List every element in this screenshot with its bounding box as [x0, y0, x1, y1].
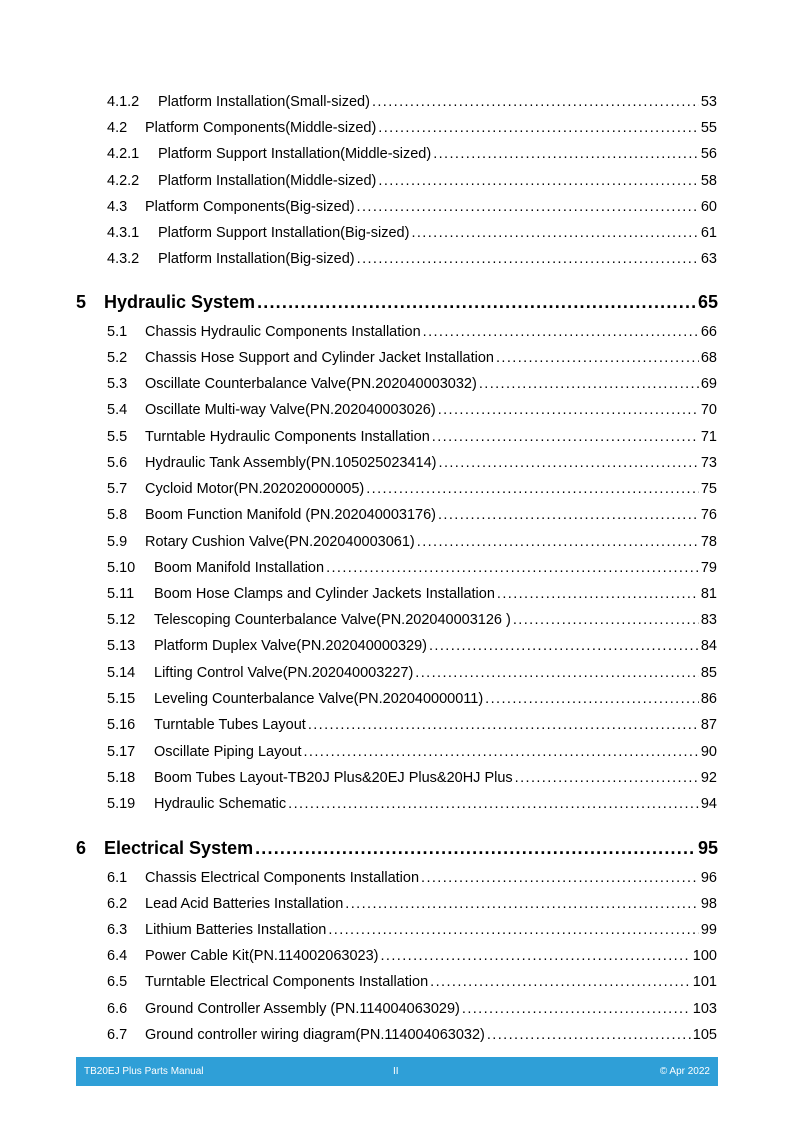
- toc-entry-number: 5.5: [107, 429, 128, 445]
- toc-entry-number: 5.7: [107, 481, 128, 497]
- toc-entry-page: 79: [700, 560, 717, 576]
- toc-entry-title: Lead Acid Batteries Installation: [145, 896, 344, 912]
- toc-entry-4-3-2[interactable]: [107, 251, 717, 267]
- toc-entry-page: 61: [700, 225, 717, 241]
- toc-entry-page: 98: [700, 896, 717, 912]
- toc-entry-4-3[interactable]: [107, 199, 717, 215]
- toc-leader-dots: [496, 350, 699, 366]
- toc-entry-6-2[interactable]: [107, 896, 717, 912]
- toc-leader-dots: [432, 429, 699, 445]
- toc-entry-number: 4.2.1: [107, 146, 140, 162]
- toc-entry-title: Boom Tubes Layout-TB20J Plus&20EJ Plus&20HJ Plus: [154, 770, 513, 786]
- toc-entry-5-8[interactable]: [107, 507, 717, 523]
- toc-entry-number: 6.1: [107, 870, 128, 886]
- toc-entry-title: Oscillate Counterbalance Valve(PN.202040003032): [145, 376, 477, 392]
- toc-chapter-title: Electrical System: [104, 838, 254, 858]
- toc-entry-page: 99: [700, 922, 717, 938]
- toc-entry-title: Platform Installation(Small-sized): [158, 94, 370, 110]
- toc-entry-4-2[interactable]: [107, 120, 717, 136]
- toc-leader-dots: [411, 225, 698, 241]
- toc-entry-page: 90: [700, 744, 717, 760]
- toc-chapter-title: Hydraulic System: [104, 292, 256, 312]
- toc-entry-number: 5.10: [107, 560, 136, 576]
- toc-entry-page: 73: [700, 455, 717, 471]
- toc-entry-title: Oscillate Piping Layout: [154, 744, 302, 760]
- toc-entry-page: 83: [700, 612, 717, 628]
- toc-entry-6-5[interactable]: [107, 974, 717, 990]
- toc-entry-number: 6.4: [107, 948, 128, 964]
- toc-entry-number: 6.7: [107, 1027, 128, 1043]
- toc-leader-dots: [429, 638, 699, 654]
- toc-entry-number: 5.14: [107, 665, 136, 681]
- toc-leader-dots: [288, 796, 699, 812]
- toc-entry-title: Chassis Hydraulic Components Installation: [145, 324, 421, 340]
- toc-entry-5-12[interactable]: [107, 612, 717, 628]
- toc-entry-title: Platform Installation(Big-sized): [158, 251, 355, 267]
- toc-leader-dots: [328, 922, 699, 938]
- toc-leader-dots: [423, 324, 699, 340]
- toc-entry-page: 76: [700, 507, 717, 523]
- toc-entry-number: 5.8: [107, 507, 128, 523]
- toc-entry-5-10[interactable]: [107, 560, 717, 576]
- toc-entry-5-6[interactable]: [107, 455, 717, 471]
- toc-entry-5-16[interactable]: [107, 717, 717, 733]
- toc-entry-title: Leveling Counterbalance Valve(PN.202040000011): [154, 691, 484, 707]
- toc-entry-5-19[interactable]: [107, 796, 717, 812]
- toc-leader-dots: [515, 770, 699, 786]
- toc-entry-title: Turntable Hydraulic Components Installation: [145, 429, 430, 445]
- toc-entry-page: 78: [700, 534, 717, 550]
- toc-leader-dots: [257, 292, 696, 313]
- toc-entry-number: 5.1: [107, 324, 128, 340]
- toc-entry-number: 5.6: [107, 455, 128, 471]
- toc-leader-dots: [415, 665, 699, 681]
- toc-entry-page: 68: [700, 350, 717, 366]
- toc-entry-page: 100: [692, 948, 717, 964]
- toc-leader-dots: [462, 1001, 691, 1017]
- toc-entry-5-18[interactable]: [107, 770, 717, 786]
- toc-leader-dots: [304, 744, 699, 760]
- toc-entry-number: 5.4: [107, 402, 128, 418]
- toc-entry-page: 86: [700, 691, 717, 707]
- toc-entry-page: 94: [700, 796, 717, 812]
- toc-entry-page: 53: [700, 94, 717, 110]
- toc-entry-title: Boom Function Manifold (PN.202040003176): [145, 507, 436, 523]
- toc-entry-page: 60: [700, 199, 717, 215]
- toc-entry-number: 5.3: [107, 376, 128, 392]
- toc-leader-dots: [438, 507, 699, 523]
- footer-page-number: II: [393, 1066, 399, 1077]
- toc-entry-6-6[interactable]: [107, 1001, 717, 1017]
- toc-leader-dots: [417, 534, 699, 550]
- toc-entry-number: 4.3.2: [107, 251, 140, 267]
- toc-entry-number: 4.2.2: [107, 173, 140, 189]
- footer-manual-title: TB20EJ Plus Parts Manual: [84, 1066, 204, 1077]
- toc-leader-dots: [433, 146, 699, 162]
- toc-leader-dots: [421, 870, 699, 886]
- toc-entry-5-13[interactable]: [107, 638, 717, 654]
- toc-leader-dots: [357, 199, 699, 215]
- toc-entry-5-3[interactable]: [107, 376, 717, 392]
- toc-entry-number: 6.6: [107, 1001, 128, 1017]
- toc-entry-5-5[interactable]: [107, 429, 717, 445]
- toc-leader-dots: [439, 455, 699, 471]
- toc-leader-dots: [513, 612, 699, 628]
- toc-leader-dots: [326, 560, 699, 576]
- toc-entry-5-14[interactable]: [107, 665, 717, 681]
- toc-entry-page: 84: [700, 638, 717, 654]
- toc-leader-dots: [378, 173, 698, 189]
- toc-entry-number: 4.3: [107, 199, 128, 215]
- toc-entry-title: Lifting Control Valve(PN.202040003227): [154, 665, 414, 681]
- toc-entry-page: 103: [692, 1001, 717, 1017]
- toc-entry-page: 85: [700, 665, 717, 681]
- toc-leader-dots: [430, 974, 691, 990]
- toc-entry-page: 58: [700, 173, 717, 189]
- toc-entry-title: Telescoping Counterbalance Valve(PN.202040003126 ): [154, 612, 511, 628]
- toc-entry-number: 6.3: [107, 922, 128, 938]
- toc-leader-dots: [479, 376, 699, 392]
- toc-entry-title: Turntable Tubes Layout: [154, 717, 306, 733]
- page-footer: [76, 1057, 718, 1086]
- toc-entry-page: 55: [700, 120, 717, 136]
- toc-leader-dots: [345, 896, 699, 912]
- toc-chapter-page: 65: [697, 292, 718, 312]
- toc-entry-title: Platform Components(Middle-sized): [145, 120, 377, 136]
- toc-entry-6-7[interactable]: [107, 1027, 717, 1043]
- toc-entry-title: Oscillate Multi-way Valve(PN.202040003026): [145, 402, 436, 418]
- toc-entry-title: Platform Support Installation(Middle-sized): [158, 146, 432, 162]
- toc-entry-4-2-2[interactable]: [107, 173, 717, 189]
- toc-entry-number: 4.1.2: [107, 94, 140, 110]
- toc-entry-title: Boom Hose Clamps and Cylinder Jackets Installation: [154, 586, 495, 602]
- toc-entry-page: 66: [700, 324, 717, 340]
- toc-entry-page: 56: [700, 146, 717, 162]
- toc-entry-5-4[interactable]: [107, 402, 717, 418]
- toc-entry-page: 92: [700, 770, 717, 786]
- toc-entry-6-3[interactable]: [107, 922, 717, 938]
- toc-chapter-number: 6: [76, 838, 87, 858]
- toc-entry-number: 6.5: [107, 974, 128, 990]
- toc-leader-dots: [438, 402, 699, 418]
- toc-leader-dots: [366, 481, 699, 497]
- toc-entry-page: 63: [700, 251, 717, 267]
- toc-entry-4-1-2[interactable]: [107, 94, 717, 110]
- toc-entry-page: 69: [700, 376, 717, 392]
- toc-entry-title: Hydraulic Schematic: [154, 796, 287, 812]
- toc-entry-title: Power Cable Kit(PN.114002063023): [145, 948, 379, 964]
- toc-leader-dots: [487, 1027, 691, 1043]
- toc-entry-title: Platform Components(Big-sized): [145, 199, 355, 215]
- toc-chapter-page: 95: [697, 838, 718, 858]
- toc-entry-number: 4.3.1: [107, 225, 140, 241]
- toc-entry-title: Cycloid Motor(PN.202020000005): [145, 481, 365, 497]
- toc-entry-number: 5.9: [107, 534, 128, 550]
- toc-entry-title: Platform Duplex Valve(PN.202040000329): [154, 638, 427, 654]
- toc-entry-page: 75: [700, 481, 717, 497]
- toc-entry-5-7[interactable]: [107, 481, 717, 497]
- toc-entry-title: Ground Controller Assembly (PN.114004063029): [145, 1001, 460, 1017]
- toc-entry-page: 87: [700, 717, 717, 733]
- toc-chapter-5[interactable]: [76, 292, 718, 313]
- toc-entry-title: Lithium Batteries Installation: [145, 922, 327, 938]
- toc-leader-dots: [485, 691, 699, 707]
- toc-leader-dots: [255, 838, 696, 859]
- toc-entry-page: 81: [700, 586, 717, 602]
- toc-entry-title: Chassis Hose Support and Cylinder Jacket Installation: [145, 350, 494, 366]
- toc-entry-5-1[interactable]: [107, 324, 717, 340]
- toc-entry-5-2[interactable]: [107, 350, 717, 366]
- toc-entry-number: 5.19: [107, 796, 136, 812]
- toc-entry-title: Rotary Cushion Valve(PN.202040003061): [145, 534, 415, 550]
- toc-chapter-6[interactable]: [76, 838, 718, 859]
- toc-entry-number: 5.11: [107, 586, 135, 602]
- toc-leader-dots: [357, 251, 699, 267]
- toc-entry-page: 96: [700, 870, 717, 886]
- toc-entry-page: 101: [692, 974, 717, 990]
- toc-entry-number: 5.2: [107, 350, 128, 366]
- toc-entry-page: 70: [700, 402, 717, 418]
- toc-chapter-number: 5: [76, 292, 87, 312]
- toc-entry-6-1[interactable]: [107, 870, 717, 886]
- footer-date: © Apr 2022: [659, 1066, 710, 1077]
- toc-entry-title: Boom Manifold Installation: [154, 560, 325, 576]
- toc-entry-number: 5.18: [107, 770, 136, 786]
- toc-entry-5-11[interactable]: [107, 586, 717, 602]
- toc-entry-title: Turntable Electrical Components Installation: [145, 974, 429, 990]
- toc-entry-title: Platform Installation(Middle-sized): [158, 173, 377, 189]
- toc-entry-number: 5.15: [107, 691, 136, 707]
- toc-entry-title: Platform Support Installation(Big-sized): [158, 225, 410, 241]
- toc-entry-number: 5.16: [107, 717, 136, 733]
- toc-leader-dots: [381, 948, 691, 964]
- toc-entry-5-15[interactable]: [107, 691, 717, 707]
- toc-leader-dots: [372, 94, 699, 110]
- toc-entry-6-4[interactable]: [107, 948, 717, 964]
- toc-entry-page: 71: [700, 429, 717, 445]
- toc-entry-title: Hydraulic Tank Assembly(PN.105025023414): [145, 455, 437, 471]
- toc-entry-5-9[interactable]: [107, 534, 717, 550]
- toc-entry-page: 105: [692, 1027, 717, 1043]
- toc-leader-dots: [378, 120, 699, 136]
- toc-entry-4-3-1[interactable]: [107, 225, 717, 241]
- toc-leader-dots: [497, 586, 699, 602]
- toc-entry-number: 4.2: [107, 120, 128, 136]
- toc-leader-dots: [308, 717, 699, 733]
- toc-entry-number: 5.13: [107, 638, 136, 654]
- toc-entry-5-17[interactable]: [107, 744, 717, 760]
- toc-entry-title: Ground controller wiring diagram(PN.114004063032): [145, 1027, 485, 1043]
- toc-entry-title: Chassis Electrical Components Installation: [145, 870, 420, 886]
- toc-entry-number: 5.17: [107, 744, 136, 760]
- toc-entry-4-2-1[interactable]: [107, 146, 717, 162]
- toc-entry-number: 5.12: [107, 612, 136, 628]
- toc-entry-number: 6.2: [107, 896, 128, 912]
